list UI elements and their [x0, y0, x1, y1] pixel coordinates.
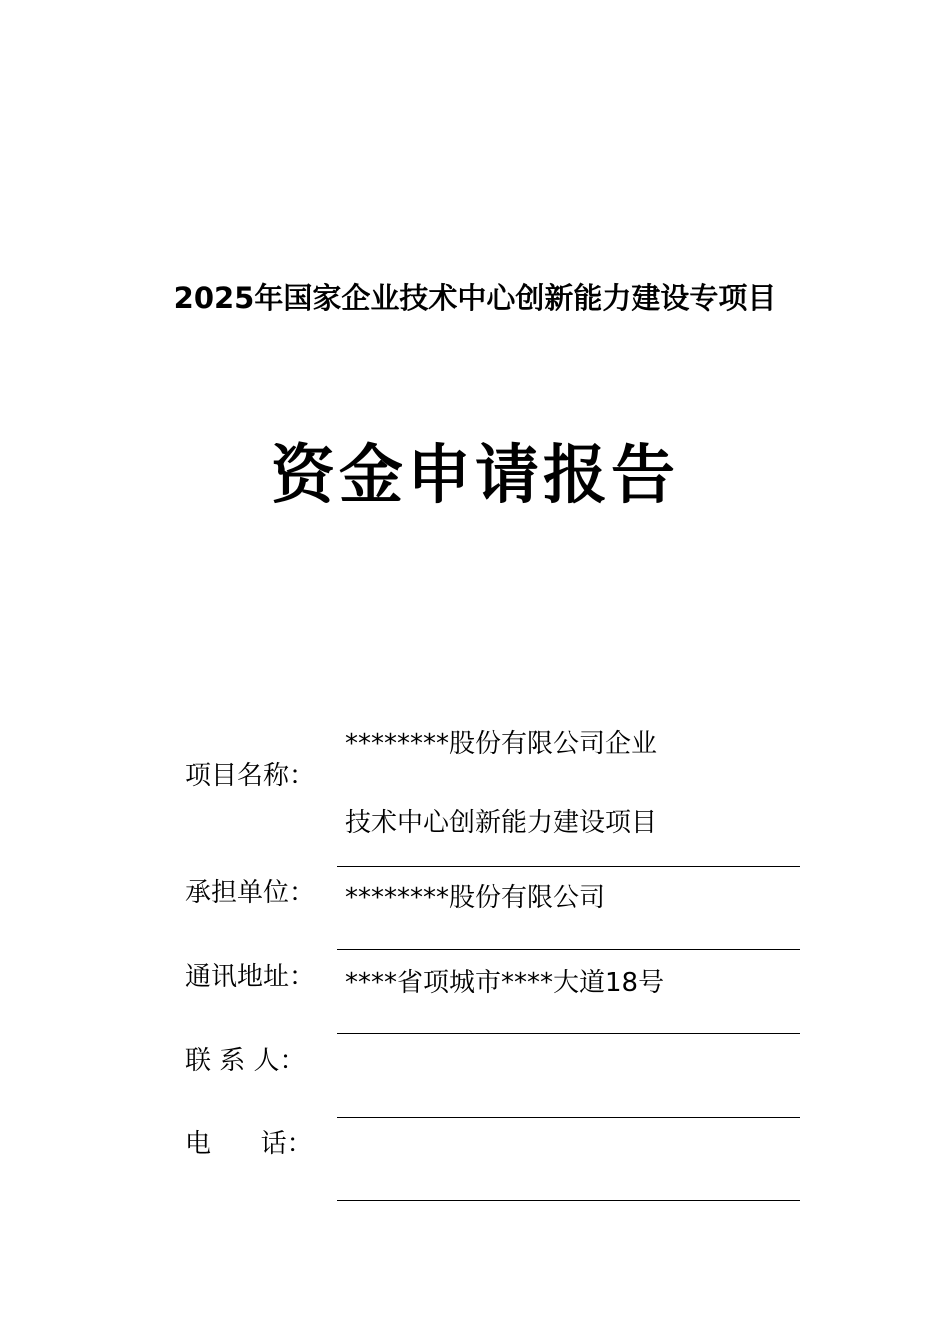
- undertaking-unit-underline: [337, 949, 800, 950]
- contact-underline: [337, 1117, 800, 1118]
- project-name-value-line2: 技术中心创新能力建设项目: [345, 808, 658, 838]
- phone-label: 电 话：: [185, 1129, 313, 1159]
- undertaking-unit-label: 承担单位：: [185, 878, 316, 908]
- project-name-label: 项目名称：: [185, 761, 316, 791]
- phone-underline: [337, 1200, 800, 1201]
- address-value: ****省项城市****大道18号: [345, 968, 665, 998]
- contact-label: 联 系 人：: [185, 1046, 306, 1076]
- undertaking-unit-value: ********股份有限公司: [345, 883, 606, 913]
- address-label: 通讯地址：: [185, 962, 316, 992]
- document-subtitle: 2025年国家企业技术中心创新能力建设专项目: [173, 281, 777, 315]
- address-underline: [337, 1033, 800, 1034]
- project-name-underline: [337, 866, 800, 867]
- document-title: 资金申请报告: [271, 438, 679, 513]
- project-name-value-line1: ********股份有限公司企业: [345, 729, 658, 759]
